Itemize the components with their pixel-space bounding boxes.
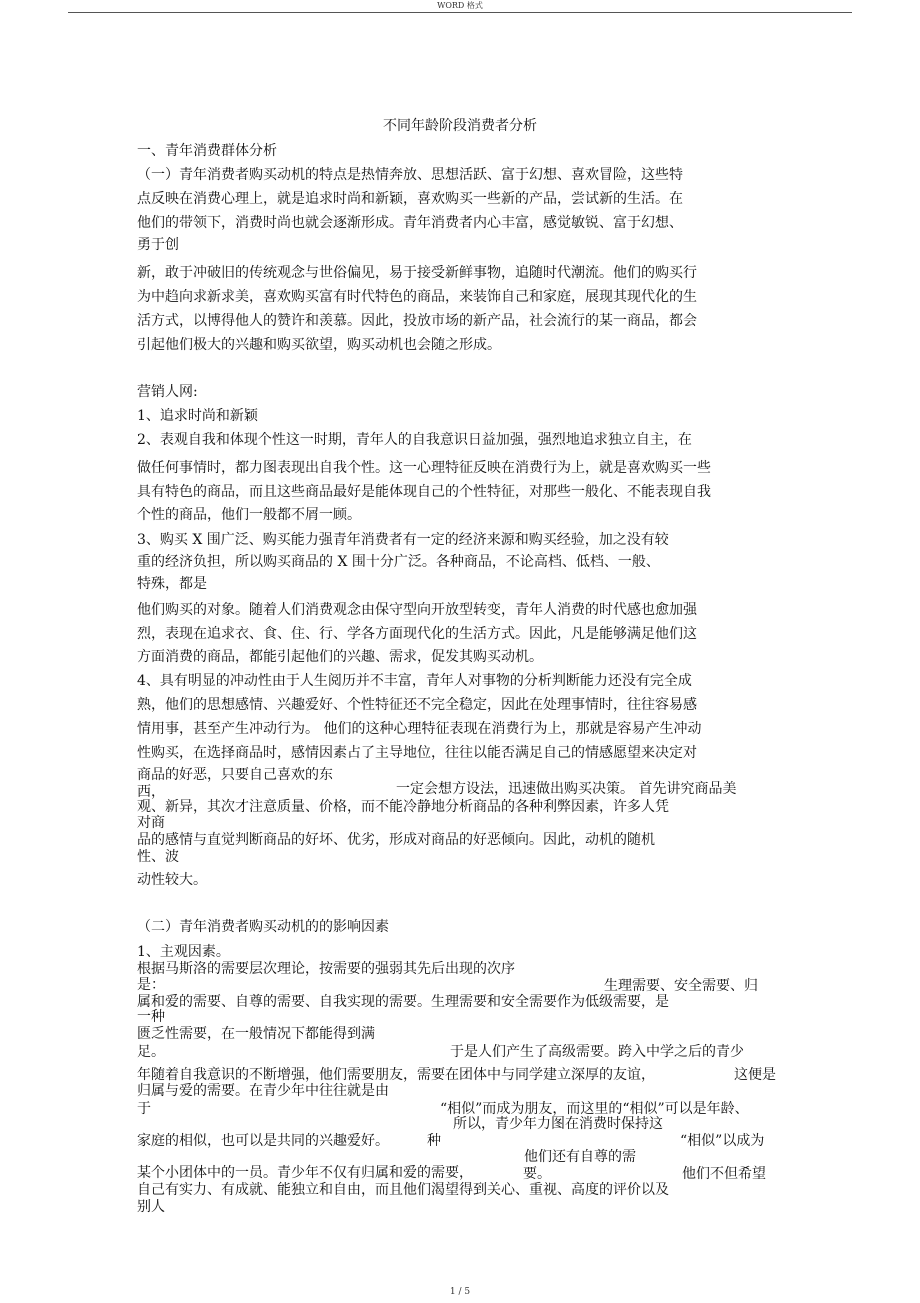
paragraph-line: 点反映在消费心理上，就是追求时尚和新颖，喜欢购买一些新的产品，尝试新的生活。在 — [137, 191, 683, 207]
paragraph-line: 根据马斯洛的需要层次理论，按需要的强弱其先后出现的次序 — [137, 961, 515, 977]
paragraph-line: 要。 — [523, 1166, 551, 1182]
paragraph-line: 是： — [137, 977, 165, 993]
section-heading: 一、青年消费群体分析 — [137, 143, 277, 159]
paragraph-line: 品的感情与直觉判断商品的好坏、优劣，形成对商品的好恶倾向。因此，动机的随机 — [137, 832, 655, 848]
paragraph-line: 于 — [137, 1101, 151, 1117]
paragraph-line: 活方式，以博得他人的赞许和羡慕。因此，投放市场的新产品，社会流行的某一商品，都会 — [137, 313, 697, 329]
paragraph-line: “相似”而成为朋友，而这里的“相似”可以是年龄、 — [440, 1101, 749, 1117]
paragraph-line: 观、新异，其次才注意质量、价格，而不能冷静地分析商品的各种利弊因素，许多人凭 — [137, 799, 669, 815]
paragraph-line: 方面消费的商品，都能引起他们的兴趣、需求，促发其购买动机。 — [137, 649, 543, 665]
paragraph-line: 生理需要、安全需要、归 — [604, 978, 758, 994]
paragraph-line: 家庭的相似，也可以是共同的兴趣爱好。 — [137, 1133, 389, 1149]
paragraph-line: 某个小团体中的一员。青少年不仅有归属和爱的需要， — [137, 1165, 473, 1181]
paragraph-line: 于是人们产生了高级需要。跨入中学之后的青少 — [450, 1044, 744, 1060]
paragraph-line: 对商 — [137, 815, 165, 831]
paragraph-line: 商品的好恶，只要自己喜欢的东 — [137, 767, 333, 783]
paragraph-line: 西， — [137, 784, 165, 800]
paragraph-line: 性购买，在选择商品时，感情因素占了主导地位，往往以能否满足自己的情感愿望来决定对 — [137, 745, 697, 761]
paragraph-line: 为中趋向求新求美，喜欢购买富有时代特色的商品，来装饰自己和家庭，展现其现代化的生 — [137, 289, 697, 305]
section-heading: （二）青年消费者购买动机的的影响因素 — [137, 919, 389, 935]
paragraph-line: 别人 — [137, 1199, 165, 1215]
paragraph-line: 重的经济负担，所以购买商品的 X 围十分广泛。各种商品，不论高档、低档、一般、 — [137, 554, 660, 570]
paragraph-line: 一种 — [137, 1009, 165, 1025]
paragraph-line: 烈，表现在追求衣、食、住、行、学各方面现代化的生活方式。因此，凡是能够满足他们这 — [137, 626, 697, 642]
paragraph-line: 种 — [427, 1133, 441, 1149]
paragraph-line: 归属与爱的需要。在青少年中往往就是由 — [137, 1083, 389, 1099]
list-item: 2、表观自我和体现个性这一时期，青年人的自我意识日益加强，强烈地追求独立自主，在 — [137, 432, 692, 448]
list-item: 1、追求时尚和新颖 — [137, 408, 258, 424]
paragraph-line: 具有特色的商品，而且这些商品最好是能体现自己的个性特征，对那些一般化、不能表现自我 — [137, 484, 711, 500]
page-header: WORD 格式 — [437, 1, 483, 10]
paragraph-line: 熟，他们的思想感情、兴趣爱好、个性特征还不完全稳定，因此在处理事情时，往往容易感 — [137, 697, 697, 713]
paragraph-line: 自己有实力、有成就、能独立和自由，而且他们渴望得到关心、重视、高度的评价以及 — [137, 1182, 669, 1198]
list-item: 1、主观因素。 — [137, 944, 230, 960]
paragraph-line: 勇于创 — [137, 237, 179, 253]
page-number: 1 / 5 — [449, 1287, 471, 1297]
paragraph-line: 他们不但希望 — [682, 1166, 766, 1182]
paragraph-line: 属和爱的需要、自尊的需要、自我实现的需要。生理需要和安全需要作为低级需要，是 — [137, 994, 669, 1010]
paragraph-line: 足。 — [137, 1044, 165, 1060]
paragraph-line: 个性的商品，他们一般都不屑一顾。 — [137, 507, 361, 523]
paragraph-line: 新，敢于冲破旧的传统观念与世俗偏见，易于接受新鲜事物，追随时代潮流。他们的购买行 — [137, 265, 697, 281]
paragraph-line: 他们的带领下，消费时尚也就会逐渐形成。青年消费者内心丰富，感觉敏锐、富于幻想、 — [137, 215, 683, 231]
paragraph-line: 动性较大。 — [137, 872, 207, 888]
paragraph-line: 情用事，甚至产生冲动行为。 他们的这种心理特征表现在消费行为上，那就是容易产生冲动 — [137, 721, 702, 737]
paragraph-line: 营销人网: — [137, 384, 198, 400]
list-item: 3、购买 X 围广泛、购买能力强青年消费者有一定的经济来源和购买经验，加之没有较 — [137, 532, 669, 548]
paragraph-line: 匮乏性需要，在一般情况下都能得到满 — [137, 1026, 375, 1042]
document-title: 不同年龄阶段消费者分析 — [383, 118, 537, 134]
paragraph-line: 性、波 — [137, 849, 179, 865]
paragraph-line: 这便是 — [734, 1067, 776, 1083]
paragraph-line: （一）青年消费者购买动机的特点是热情奔放、思想活跃、富于幻想、喜欢冒险，这些特 — [137, 167, 683, 183]
paragraph-line: 引起他们极大的兴趣和购买欲望，购买动机也会随之形成。 — [137, 337, 501, 353]
paragraph-line: 他们还有自尊的需 — [524, 1149, 636, 1165]
paragraph-line: 他们购买的对象。随着人们消费观念由保守型向开放型转变，青年人消费的时代感也愈加强 — [137, 602, 697, 618]
header-rule — [68, 12, 852, 13]
paragraph-line: 年随着自我意识的不断增强，他们需要朋友，需要在团体中与同学建立深厚的友谊， — [137, 1067, 655, 1083]
list-item: 4、具有明显的冲动性由于人生阅历并不丰富，青年人对事物的分析判断能力还没有完全成 — [137, 673, 692, 689]
paragraph-line: “相似”以成为 — [680, 1133, 765, 1149]
paragraph-line: 特殊，都是 — [137, 576, 207, 592]
paragraph-line: 做任何事情时，都力图表现出自我个性。这一心理特征反映在消费行为上，就是喜欢购买一些 — [137, 460, 711, 476]
paragraph-line: 所以，青少年力图在消费时保持这 — [453, 1116, 663, 1132]
paragraph-line: 一定会想方设法，迅速做出购买决策。 首先讲究商品美 — [396, 781, 737, 797]
